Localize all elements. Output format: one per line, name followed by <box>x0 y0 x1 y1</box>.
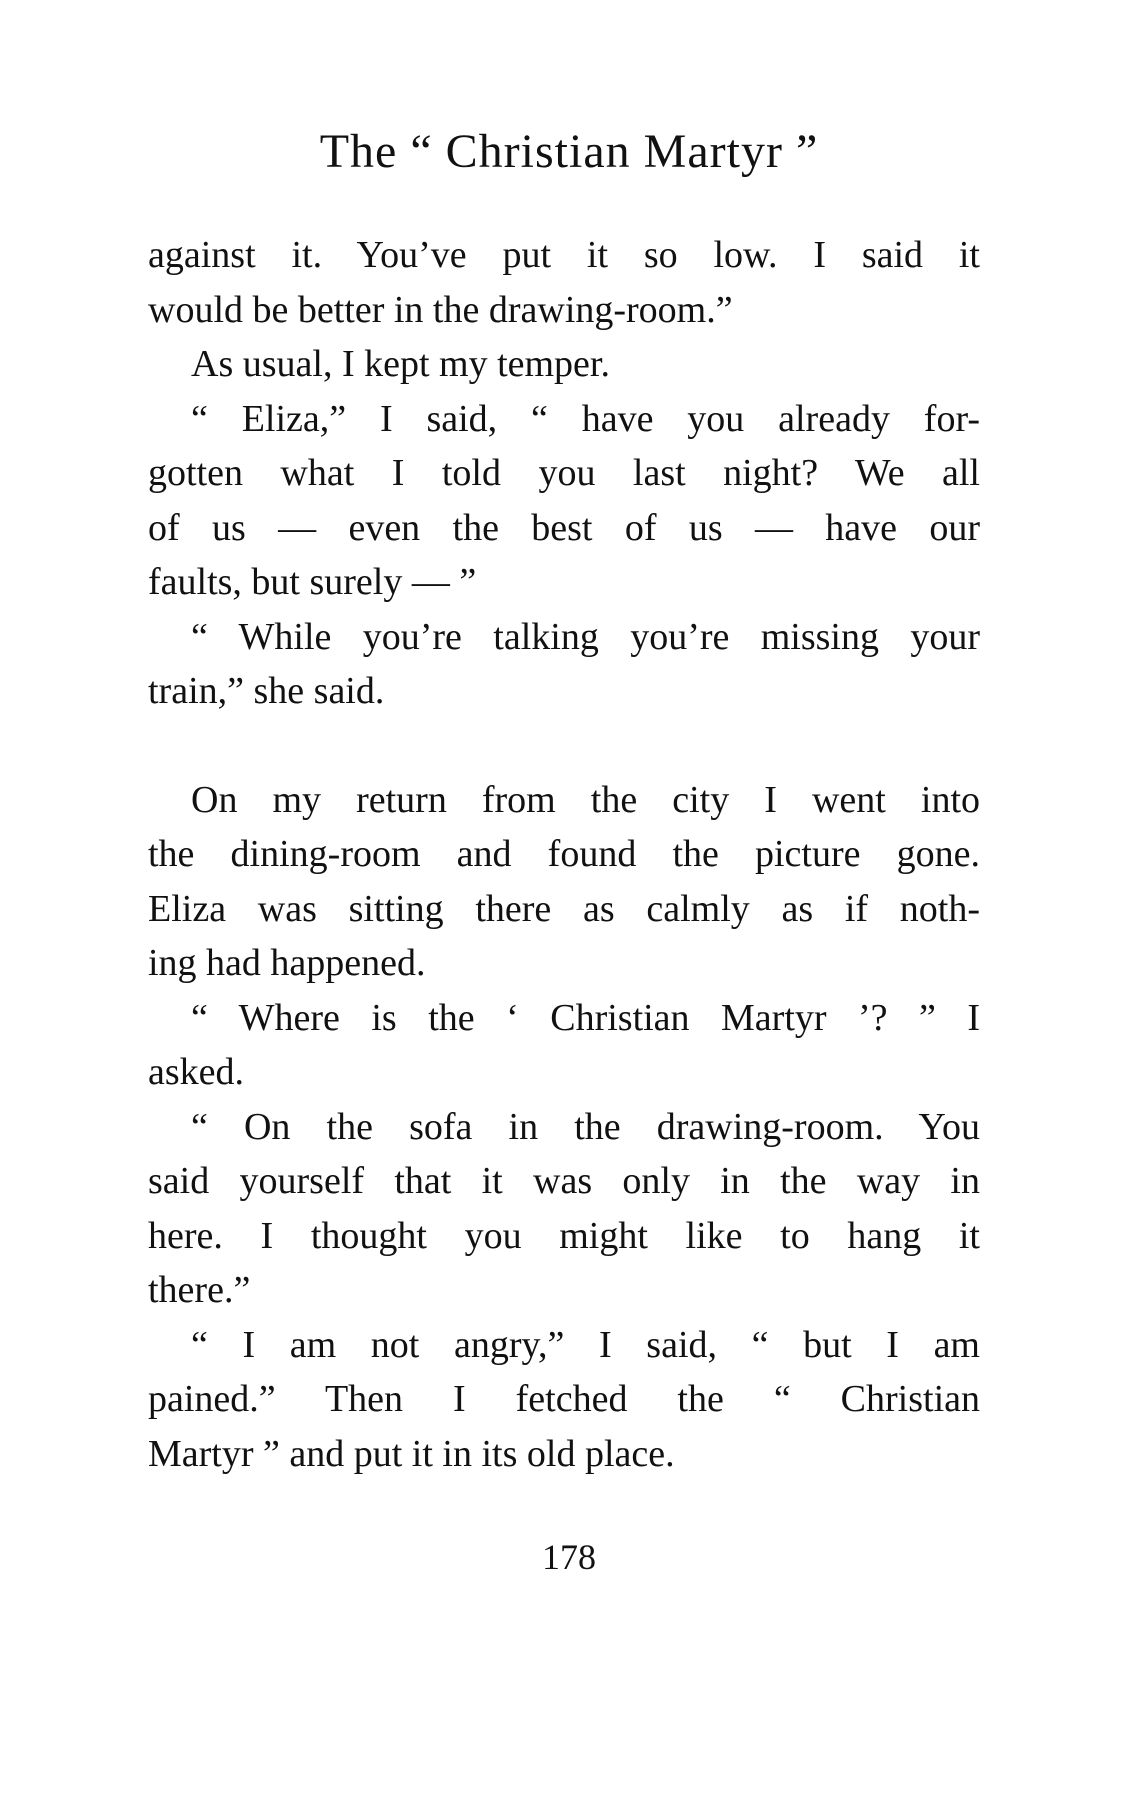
paragraph <box>148 773 980 991</box>
paragraph <box>148 991 980 1100</box>
text-line: “ Where is the ‘ Christian Martyr ’? ” I <box>191 996 980 1039</box>
text-line: ing had happened. <box>148 942 426 984</box>
text-line: “ Eliza,” I said, “ have you already for- <box>191 397 980 440</box>
text-line: asked. <box>148 1051 245 1093</box>
paragraph <box>148 1100 980 1318</box>
paragraph <box>148 228 980 337</box>
text-line: faults, but surely — ” <box>148 561 477 603</box>
running-head: The “ Christian Martyr ” <box>319 125 819 178</box>
page-number: 178 <box>542 1537 596 1577</box>
text-line: of us — even the best of us — have our <box>148 506 980 549</box>
text-line: would be better in the drawing-room.” <box>148 288 733 331</box>
text-line: against it. You’ve put it so low. I said it <box>148 234 980 276</box>
text-line: Martyr ” and put it in its old place. <box>148 1432 675 1475</box>
text-line: there.” <box>148 1269 251 1311</box>
section-break <box>148 719 980 773</box>
text-line: gotten what I told you last night? We all <box>148 452 980 494</box>
text-line: Eliza was sitting there as calmly as if noth- <box>148 887 980 930</box>
text-line: “ While you’re talking you’re missing your <box>191 615 980 658</box>
paragraph <box>148 392 980 610</box>
text-line: train,” she said. <box>148 670 385 712</box>
text-line: pained.” Then I fetched the “ Christian <box>148 1378 980 1420</box>
body-text <box>148 228 980 1481</box>
text-line: “ I am not angry,” I said, “ but I am <box>191 1323 980 1366</box>
paragraph <box>148 337 980 392</box>
text-line: said yourself that it was only in the way in <box>148 1160 980 1202</box>
text-line: As usual, I kept my temper. <box>191 343 610 385</box>
text-line: here. I thought you might like to hang it <box>148 1214 980 1257</box>
paragraph <box>148 610 980 719</box>
text-line: On my return from the city I went into <box>191 778 980 821</box>
text-line: “ On the sofa in the drawing-room. You <box>191 1105 980 1148</box>
text-line: the dining-room and found the picture gone. <box>148 833 980 875</box>
paragraph <box>148 1318 980 1482</box>
